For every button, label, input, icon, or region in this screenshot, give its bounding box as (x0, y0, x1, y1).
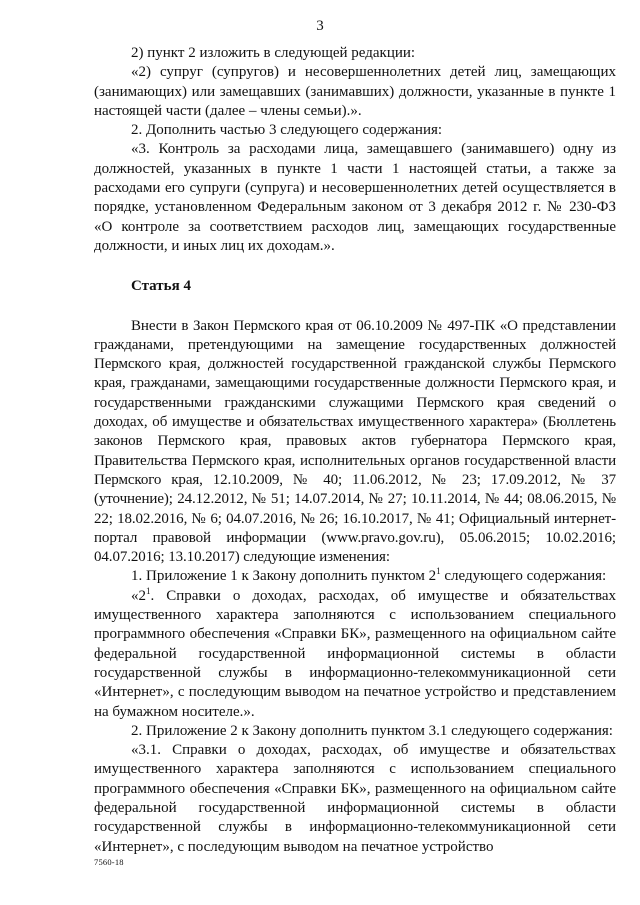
superscript: 1 (436, 566, 441, 577)
article-item-1-quote (94, 587, 616, 722)
document-body (94, 44, 616, 857)
superscript: 1 (146, 585, 151, 596)
article-item-2: 2. Приложение 2 к Закону дополнить пунктом 3.1 следующего содержания: (131, 722, 613, 739)
page-number: 3 (316, 18, 324, 34)
amendment-item-2-text: «2) супруг (супругов) и несовершеннолетних детей лиц, замещающих (занимающих) или замещавших (занимавших) должности, указанные в пункте 1 настоящей части (далее – члены семьи).». (94, 64, 616, 119)
footer-document-code: 7560-18 (94, 857, 124, 867)
amendment-part-3: 2. Дополнить частью 3 следующего содержания: (131, 122, 443, 139)
article-item-1-text-end: следующего содержания: (440, 568, 607, 585)
amendment-item-2: 2) пункт 2 изложить в следующей редакции: (131, 45, 416, 61)
spacer (94, 297, 616, 317)
article-item-1 (94, 567, 616, 586)
article-item-2-quote: «3.1. Справки о доходах, расходах, об имуществе и обязательствах имущественного характера заполняются с использованием специального программного обеспечения «Справки БК», размещенного на официальном сайте федеральной государственной информационной системы в области государственной службы в информационно-телекоммуникационной сети «Интернет», с последующим выводом на печатное устройство (94, 742, 616, 855)
quote-text: . Справки о доходах, расходах, об имуществе и обязательствах имущественного характера заполняются с использованием специального программного обеспечения «Справки БК», размещенного на официальном сайте федеральной государственной информационной системы в области государственной службы в информационно-телекоммуникационной сети «Интернет», с последующим выводом на печатное устройство и представлением на бумажном носителе.». (94, 587, 616, 720)
article-item-1-text: 1. Приложение 1 к Закону дополнить пунктом 2 (131, 568, 437, 585)
article-intro: Внести в Закон Пермского края от 06.10.2009 № 497-ПК «О представлении гражданами, претендующими на замещение государственных должностей Пермского края, должностей государственной гражданской службы Пермского края, гражданами, замещающими государственные должности Пермского края, и государственными гражданскими служащими Пермского края сведений о доходах, об имуществе и обязательствах имущественного характера» (Бюллетень законов Пермского края, правовых актов губернатора Пермского края, Правительства Пермского края, исполнительных органов государственной власти Пермского края, 12.10.2009, № 40; 11.06.2012, № 23; 17.09.2012, № 37 (уточнение); 24.12.2012, № 51; 14.07.2014, № 27; 10.11.2014, № 44; 08.06.2015, № 22; 18.02.2016, № 6; 04.07.2016, № 26; 16.10.2017, № 41; Официальный интернет-портал правовой информации (www.pravo.gov.ru), 05.06.2015; 10.02.2016; 04.07.2016; 13.10.2017) следующие изменения: (94, 317, 616, 566)
quote-start: «2 (131, 587, 146, 604)
amendment-part-3-text: «3. Контроль за расходами лица, замещавшего (занимавшего) одну из должностей, указанных в пункте 1 части 1 настоящей статьи, а также за расходами его супруги (супруга) и несовершеннолетних детей осуществляется в порядке, установленном Федеральным законом от 3 декабря 2012 г. № 230-ФЗ «О контроле за соответствием расходов лиц, замещающих государственные должности, и иных лиц их доходам.». (94, 141, 616, 254)
spacer (94, 256, 616, 277)
article-heading: Статья 4 (131, 278, 191, 295)
